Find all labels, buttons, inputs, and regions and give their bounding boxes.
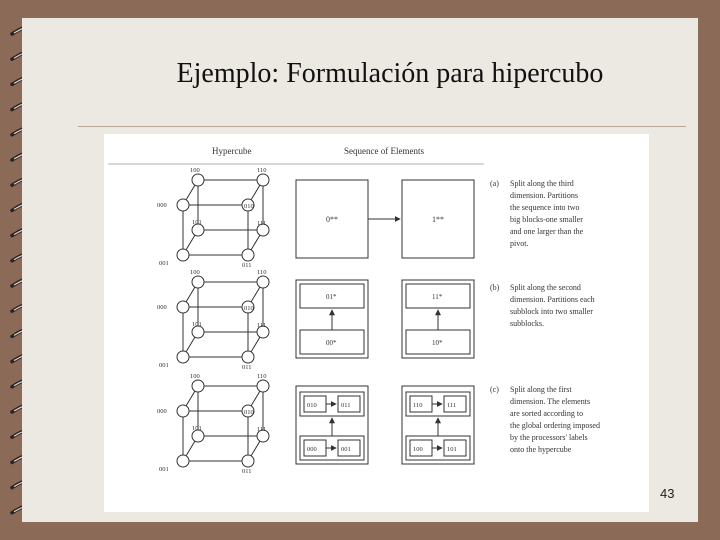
cube-node-label: 010: [244, 409, 254, 416]
panel-c-label-rb2: 101: [447, 446, 457, 453]
cube-node-label: 100: [190, 167, 200, 174]
panel-b-label-left-bottom: 00*: [326, 339, 337, 347]
cube-node: [177, 199, 189, 211]
cube-node: [177, 351, 189, 363]
caption-c-line-2: dimension. The elements: [510, 397, 591, 406]
cube-node-label: 111: [257, 322, 267, 329]
cube-node-label: 011: [242, 468, 252, 475]
cube-node-label: 110: [257, 167, 267, 174]
cube-node: [242, 249, 254, 261]
caption-c-line-6: onto the hypercube: [510, 445, 572, 454]
panel-c-label-rb1: 100: [413, 446, 423, 453]
caption-b-line-1: Split along the second: [510, 283, 581, 292]
caption-c-line-1: Split along the first: [510, 385, 572, 394]
cube-node: [177, 405, 189, 417]
panel-c-label-lb1: 000: [307, 446, 317, 453]
page-number: 43: [660, 486, 675, 501]
caption-b-line-2: dimension. Partitions each: [510, 295, 595, 304]
cube-node-label: 000: [157, 304, 167, 311]
panel-c-label-rt2: 111: [447, 402, 457, 409]
panel-a-label-right: 1**: [432, 215, 444, 224]
panel-b-label-left-top: 01*: [326, 293, 337, 301]
cube-node: [192, 380, 204, 392]
hypercube-a: [157, 167, 269, 269]
cube-node-label: 011: [242, 262, 252, 269]
panel-c-label-rt1: 110: [413, 402, 423, 409]
caption-a-line-2: dimension. Partitions: [510, 191, 578, 200]
figure-canvas: [104, 134, 649, 512]
hypercube-c: [157, 373, 269, 475]
cube-node-label: 100: [190, 269, 200, 276]
cube-node-label: 011: [242, 364, 252, 371]
hypercube-b: [157, 269, 269, 371]
caption-a-line-3: the sequence into two: [510, 203, 580, 212]
caption-c-line-5: by the processors' labels: [510, 433, 588, 442]
cube-node-label: 110: [257, 269, 267, 276]
cube-node: [242, 351, 254, 363]
cube-node: [177, 455, 189, 467]
cube-node-label: 000: [157, 202, 167, 209]
caption-a-line-5: and one larger than the: [510, 227, 584, 236]
cube-node: [177, 249, 189, 261]
panel-c-label-lt2: 011: [341, 402, 351, 409]
slide-title: Ejemplo: Formulación para hipercubo: [176, 58, 604, 89]
sequence-header: Sequence of Elements: [344, 146, 424, 156]
caption-a-line-6: pivot.: [510, 239, 529, 248]
caption-b-line-3: subblock into two smaller: [510, 307, 593, 316]
panel-b-label-right-bottom: 10*: [432, 339, 443, 347]
cube-node-label: 001: [159, 260, 169, 267]
hypercube-drawings: [157, 167, 269, 475]
panel-c-label-lb2: 001: [341, 446, 351, 453]
cube-node-label: 101: [192, 425, 202, 432]
cube-node-label: 001: [159, 466, 169, 473]
title-divider: [78, 126, 686, 127]
cube-node-label: 111: [257, 220, 267, 227]
caption-b-letter: (b): [490, 283, 500, 292]
cube-node: [257, 174, 269, 186]
cube-node-label: 100: [190, 373, 200, 380]
panel-c-label-lt1: 010: [307, 402, 317, 409]
caption-c-line-4: the global ordering imposed: [510, 421, 600, 430]
caption-c-letter: (c): [490, 385, 499, 394]
caption-b-line-4: subblocks.: [510, 319, 544, 328]
cube-node-label: 000: [157, 408, 167, 415]
cube-node-label: 010: [244, 305, 254, 312]
caption-a-letter: (a): [490, 179, 499, 188]
panel-b-label-right-top: 11*: [432, 293, 443, 301]
cube-node: [192, 174, 204, 186]
cube-node: [192, 276, 204, 288]
hypercube-figure: [104, 134, 649, 512]
caption-c-line-3: are sorted according to: [510, 409, 584, 418]
cube-node: [242, 455, 254, 467]
cube-node-label: 001: [159, 362, 169, 369]
cube-node: [177, 301, 189, 313]
panel-a-label-left: 0**: [326, 215, 338, 224]
hypercube-header: Hypercube: [212, 146, 252, 156]
cube-node-label: 110: [257, 373, 267, 380]
cube-node-label: 111: [257, 426, 267, 433]
cube-node: [257, 276, 269, 288]
cube-node: [257, 380, 269, 392]
cube-node-label: 010: [244, 203, 254, 210]
cube-node-label: 101: [192, 219, 202, 226]
caption-a-line-1: Split along the third: [510, 179, 574, 188]
cube-node-label: 101: [192, 321, 202, 328]
caption-a-line-4: big blocks-one smaller: [510, 215, 583, 224]
